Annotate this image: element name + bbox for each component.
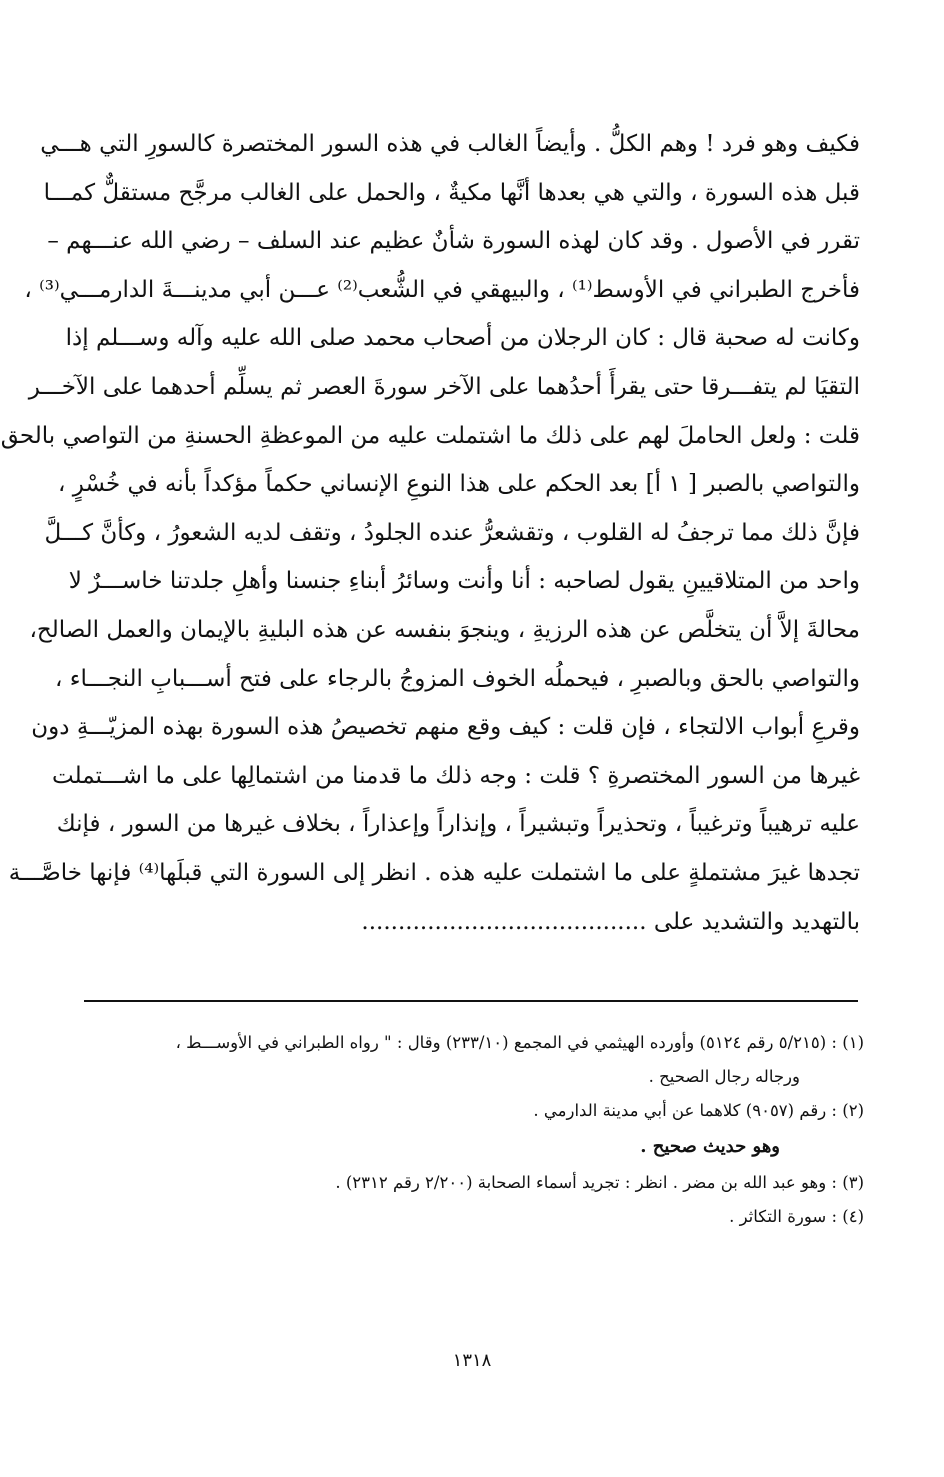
text-line-6: التقيَا لم يتفـــرقا حتى يقرأَ أحدُهما على الآخر سورةَ العصر ثم يسلِّم أحدهما على الآخـــر: [28, 373, 860, 400]
text-line-8: والتواصي بالصبر [ ١ أ] بعد الحكم على هذا النوعِ الإنساني حكماً مؤكداً بأنه في خُسْرٍ ،: [58, 471, 860, 498]
text-line-7: قلت : ولعل الحاملَ لهم على ذلك ما اشتملت عليه من الموعظةِ الحسنةِ من التواصي بالحق: [0, 422, 860, 449]
text-line-16: تجدها غيرَ مشتملةٍ على ما اشتملت عليه هذه . انظر إلى السورة التي قبلَها⁽⁴⁾ فإنها خاصَّـــة: [8, 859, 860, 886]
text-line-3: تقرر في الأصول . وقد كان لهذه السورة شأنٌ عظيم عند السلف – رضي الله عنـــهم –: [47, 228, 860, 255]
text-line-11: محالةَ إلاَّ أن يتخلَّص عن هذه الرزيةِ ، وينجوَ بنفسه عن هذه البليةِ بالإيمان والعمل الصالح،: [29, 616, 860, 643]
text-line-12: والتواصي بالحق وبالصبرِ ، فيحملُه الخوف المزوجُ بالرجاء على فتح أســـبابِ النجـــاء ،: [54, 665, 860, 692]
footnote-2: (٢) : رقم (٩٠٥٧) كلاهما عن أبي مدينة الدارمي .: [533, 1101, 864, 1120]
text-line-17: بالتهديد والتشديد على .......................................: [361, 908, 860, 935]
footnote-3: (٣) : وهو عبد الله بن مضر . انظر : تجريد أسماء الصحابة (٢/٢٠٠ رقم ٢٣١٢) .: [335, 1173, 864, 1192]
text-line-15: عليه ترهيباً وترغيباً ، وتحذيراً وتبشيراً ، وإنذاراً وإعذاراً ، بخلاف غيرها من السور ، فإنك: [56, 811, 860, 838]
text-line-1: فكيف وهو فرد ! وهم الكلُّ . وأيضاً الغالب في هذه السور المختصرة كالسورِ التي هـــي: [40, 131, 860, 157]
text-line-2: قبل هذه السورة ، والتي هي بعدها أنَّها مكيةٌ ، والحمل على الغالب مرجَّح مستقلٌّ كمـــا: [43, 179, 860, 206]
footnotes: [80, 1026, 864, 1234]
text-line-5: وكانت له صحبة قال : كان الرجلان من أصحاب محمد صلى الله عليه وآله وســـلم إذا: [65, 325, 860, 352]
footnote-4: (٤) : سورة التكاثر .: [729, 1207, 864, 1226]
hadith-grading: وهو حديث صحيح .: [640, 1136, 780, 1157]
text-line-10: واحد من المتلاقيينِ يقول لصاحبه : أنا وأنت وسائرُ أبناءِ جنسنا وأهلِ جلدتنا خاســـرٌ لا: [68, 568, 860, 595]
text-line-13: وقرعِ أبواب الالتجاء ، فإن قلت : كيف وقع منهم تخصيصُ هذه السورة بهذه المزيّـــةِ دون: [31, 714, 860, 741]
footnote-1-continuation: ورجاله رجال الصحيح .: [648, 1067, 800, 1086]
page-number: ١٣١٨: [452, 1350, 492, 1371]
main-text: [0, 120, 860, 946]
text-line-14: غيرها من السور المختصرةِ ؟ قلت : وجه ذلك ما قدمنا من اشتمالِها على ما اشـــتملت: [52, 762, 860, 789]
text-line-9: فإنَّ ذلك مما ترجفُ له القلوب ، وتقشعرُّ عنده الجلودُ ، وتقف لديه الشعورُ ، وكأنَّ كـــلَّ: [44, 519, 860, 546]
footnote-1: (١) : (٥/٢١٥ رقم ٥١٢٤) وأورده الهيثمي في المجمع (٢٣٣/١٠) وقال : " رواه الطبراني في الأوســـط ،: [175, 1033, 864, 1052]
text-line-4: فأخرج الطبراني في الأوسط⁽¹⁾ ، والبيهقي في الشُّعب⁽²⁾ عـــن أبي مدينـــةَ الدارمـــي⁽³⁾ ،: [24, 276, 860, 303]
footnote-separator: [84, 1000, 858, 1002]
